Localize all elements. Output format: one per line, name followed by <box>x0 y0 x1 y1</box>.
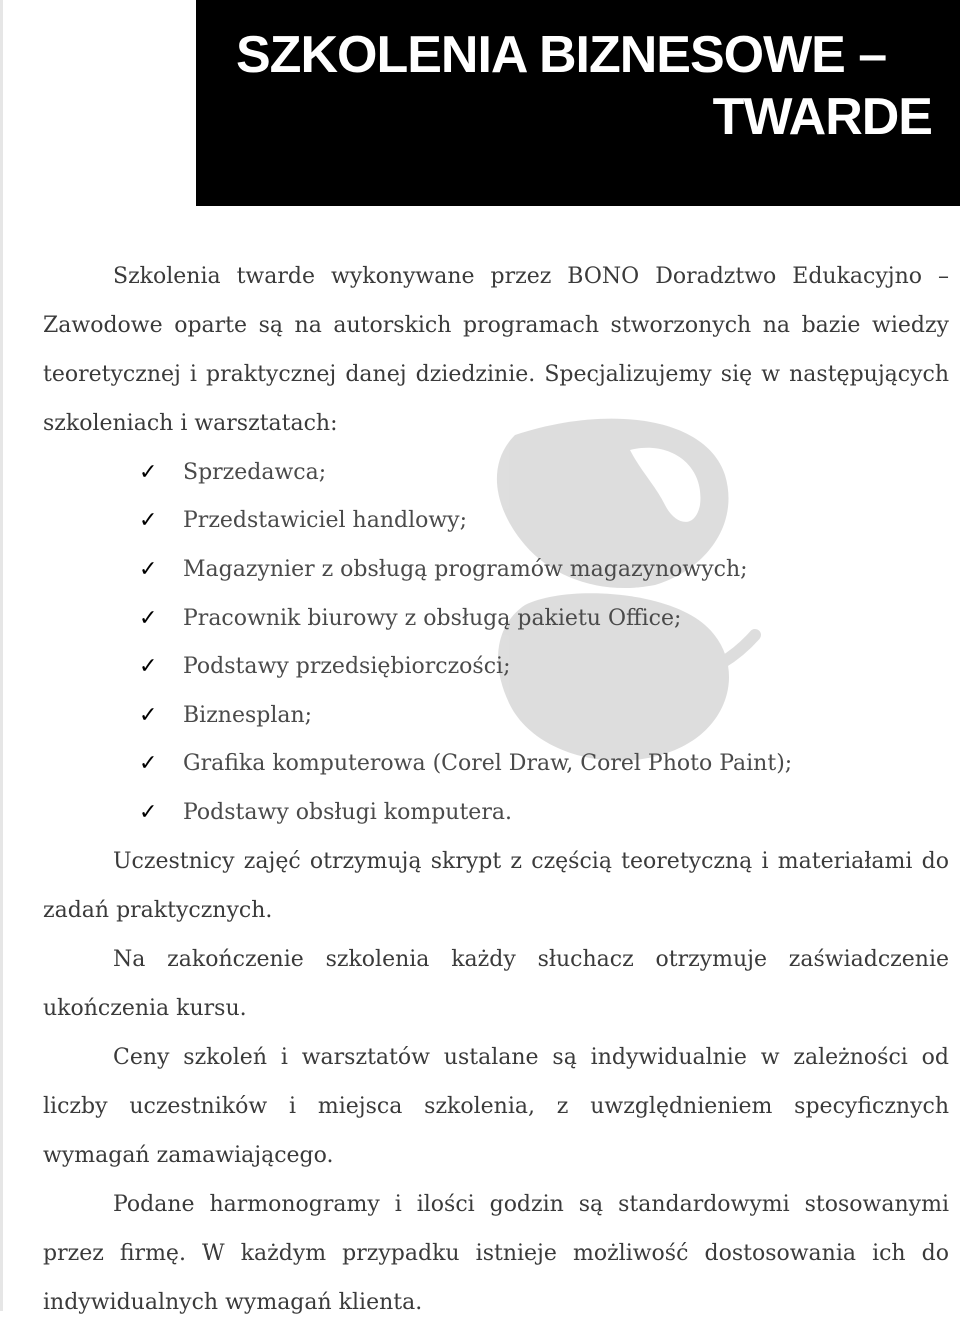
list-item <box>139 594 949 643</box>
page-edge-bar <box>0 0 3 1311</box>
list-item-label: Magazynier z obsługą programów magazynowych; <box>183 556 748 582</box>
document-body <box>43 252 949 1327</box>
list-item-label: Sprzedawca; <box>183 459 327 485</box>
list-item <box>139 691 949 740</box>
list-item-label: Grafika komputerowa (Corel Draw, Corel Photo Paint); <box>183 751 793 777</box>
list-item-label: Pracownik biurowy z obsługą pakietu Office; <box>183 605 682 631</box>
check-icon: ✓ <box>139 605 158 631</box>
check-icon: ✓ <box>139 702 158 728</box>
page-title <box>232 24 932 148</box>
list-item <box>139 740 949 789</box>
training-list <box>43 448 949 837</box>
list-item <box>139 545 949 594</box>
check-icon: ✓ <box>139 508 158 534</box>
list-item-label: Biznesplan; <box>183 702 313 728</box>
materials-paragraph: Uczestnicy zajęć otrzymują skrypt z częścią teoretyczną i materiałami do zadań praktycznych. <box>43 848 949 923</box>
list-item-label: Przedstawiciel handlowy; <box>183 508 468 534</box>
list-item-label: Podstawy obsługi komputera. <box>183 799 512 825</box>
schedule-paragraph: Podane harmonogramy i ilości godzin są standardowymi stosowanymi przez firmę. W każdym przypadku istnieje możliwość dostosowania ich do indywidualnych wymagań klienta. <box>43 1191 949 1315</box>
title-line-2: TWARDE <box>712 88 932 146</box>
check-icon: ✓ <box>139 556 158 582</box>
check-icon: ✓ <box>139 799 158 825</box>
pricing-paragraph: Ceny szkoleń i warsztatów ustalane są indywidualnie w zależności od liczby uczestników i miejsca szkolenia, z uwzględnieniem specyficznych wymagań zamawiającego. <box>43 1044 949 1168</box>
certificate-paragraph: Na zakończenie szkolenia każdy słuchacz otrzymuje zaświadczenie ukończenia kursu. <box>43 946 949 1021</box>
list-item <box>139 497 949 546</box>
list-item <box>139 448 949 497</box>
check-icon: ✓ <box>139 654 158 680</box>
check-icon: ✓ <box>139 751 158 777</box>
header-banner <box>196 0 960 206</box>
list-item <box>139 788 949 837</box>
check-icon: ✓ <box>139 459 158 485</box>
list-item <box>139 642 949 691</box>
intro-paragraph: Szkolenia twarde wykonywane przez BONO Doradztwo Edukacyjno – Zawodowe oparte są na autorskich programach stworzonych na bazie wiedzy teoretycznej i praktycznej danej dziedzinie. Specjalizujemy się w następujących szkoleniach i warsztatach: <box>43 264 949 436</box>
list-item-label: Podstawy przedsiębiorczości; <box>183 654 511 680</box>
title-line-1: SZKOLENIA BIZNESOWE – <box>236 26 887 84</box>
